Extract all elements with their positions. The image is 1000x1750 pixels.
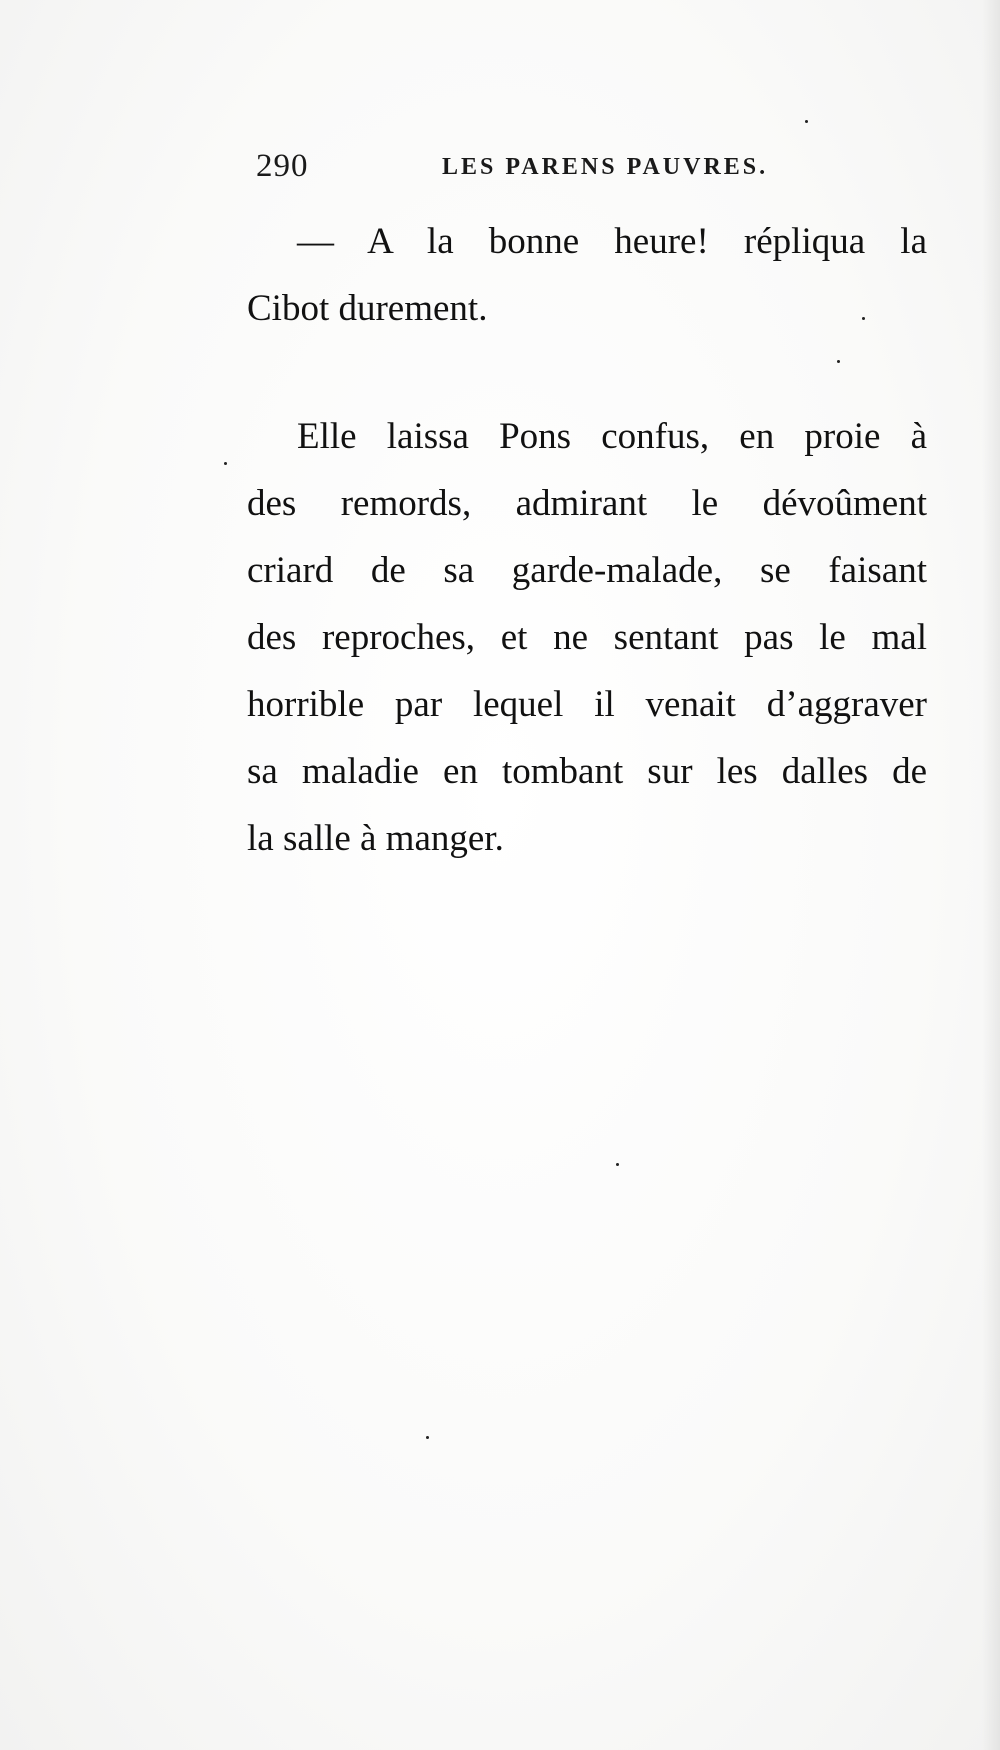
text-line: Cibot durement. (247, 288, 488, 329)
body-text (247, 208, 927, 872)
print-speck (805, 120, 808, 123)
text-line: — A la bonne heure! répliqua la (297, 221, 927, 262)
text-line: des reproches, et ne sentant pas le mal (247, 617, 927, 658)
text-line: la salle à manger. (247, 818, 504, 859)
print-speck (837, 360, 840, 363)
paragraph-2 (247, 403, 927, 872)
print-speck (862, 317, 865, 320)
text-line: criard de sa garde-malade, se faisant (247, 550, 927, 591)
page-header (256, 148, 770, 188)
print-speck (224, 462, 227, 465)
paragraph-gap (247, 342, 927, 403)
text-line: sa maladie en tombant sur les dalles de (247, 751, 927, 792)
print-speck (616, 1163, 619, 1166)
page-edge-shadow (982, 0, 1000, 1750)
paragraph-1 (247, 208, 927, 342)
page-number: 290 (256, 148, 309, 184)
text-line: Elle laissa Pons confus, en proie à (297, 416, 927, 457)
running-title: LES PARENS PAUVRES. (442, 154, 769, 180)
text-line: horrible par lequel il venait d’aggraver (247, 684, 927, 725)
text-line: des remords, admirant le dévoûment (247, 483, 927, 524)
print-speck (426, 1436, 429, 1439)
